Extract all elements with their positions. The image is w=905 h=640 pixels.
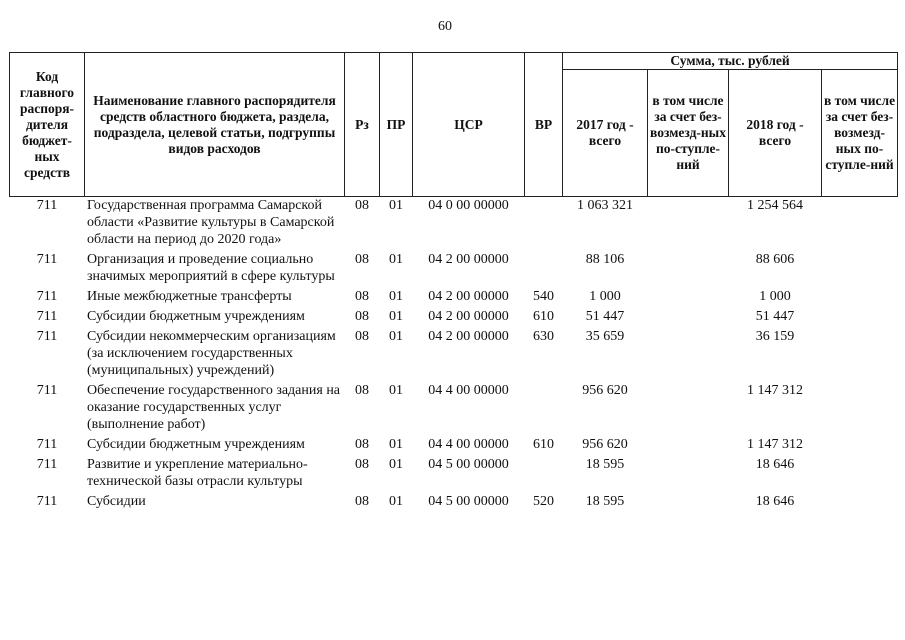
header-rz: Рз (345, 53, 380, 197)
row-2018-free (822, 308, 898, 328)
page-number: 60 (438, 19, 452, 34)
row-2017-total: 1 063 321 (577, 198, 633, 213)
row-2018-free (822, 493, 898, 513)
table-row (10, 328, 898, 382)
table-row (10, 288, 898, 308)
row-2018-total: 51 447 (755, 309, 795, 324)
header-2018-free: в том числе за счет без-возмезд-ных по-ступле-ний (822, 70, 898, 197)
row-2018-total: 36 159 (755, 329, 795, 344)
row-csr: 04 2 00 00000 (428, 289, 509, 304)
row-vr: 610 (533, 309, 554, 324)
row-pr: 01 (389, 437, 403, 452)
row-rz: 08 (355, 437, 369, 452)
row-2018-total: 18 646 (755, 494, 795, 509)
row-vr (525, 251, 563, 288)
budget-table (9, 52, 898, 513)
row-code: 711 (36, 494, 58, 509)
row-vr (525, 197, 563, 252)
row-2018-free (822, 197, 898, 252)
row-csr: 04 5 00 00000 (428, 457, 509, 472)
row-name: Субсидии некоммерческим организациям (за исключением государственных (муниципальных) учреждений) (87, 329, 336, 378)
table-header (10, 53, 898, 197)
table-row (10, 308, 898, 328)
table-row (10, 382, 898, 436)
row-2017-total: 51 447 (585, 309, 625, 324)
row-rz: 08 (355, 198, 369, 213)
table-row (10, 456, 898, 493)
row-pr: 01 (389, 289, 403, 304)
row-2017-free (648, 251, 729, 288)
row-2017-free (648, 328, 729, 382)
row-2017-free (648, 456, 729, 493)
header-2017-total: 2017 год - всего (563, 70, 648, 197)
table-row (10, 197, 898, 252)
row-vr: 610 (533, 437, 554, 452)
row-csr: 04 2 00 00000 (428, 309, 509, 324)
row-vr: 540 (533, 289, 554, 304)
row-pr: 01 (389, 457, 403, 472)
row-csr: 04 4 00 00000 (428, 437, 509, 452)
row-code: 711 (36, 309, 58, 324)
row-2017-free (648, 197, 729, 252)
row-csr: 04 0 00 00000 (428, 198, 509, 213)
row-name: Субсидии бюджетным учреждениям (87, 309, 305, 324)
row-name: Организация и проведение социально значимых мероприятий в сфере культуры (87, 252, 335, 284)
row-name: Иные межбюджетные трансферты (87, 289, 292, 304)
header-pr: ПР (380, 53, 413, 197)
row-2017-total: 18 595 (585, 457, 625, 472)
row-code: 711 (36, 437, 58, 452)
row-2018-total: 18 646 (755, 457, 795, 472)
row-rz: 08 (355, 289, 369, 304)
row-2017-free (648, 308, 729, 328)
header-name: Наименование главного распорядителя средств областного бюджета, раздела, подраздела, целевой статьи, подгруппы видов расходов (85, 53, 345, 197)
row-code: 711 (36, 198, 58, 213)
table-row (10, 251, 898, 288)
table-row (10, 493, 898, 513)
row-name: Субсидии бюджетным учреждениям (87, 437, 305, 452)
row-2017-total: 956 620 (582, 383, 628, 398)
row-csr: 04 2 00 00000 (428, 252, 509, 267)
row-2017-total: 88 106 (585, 252, 625, 267)
row-2018-free (822, 436, 898, 456)
row-2018-free (822, 288, 898, 308)
row-2017-free (648, 288, 729, 308)
row-2017-total: 1 000 (589, 289, 621, 304)
row-name: Государственная программа Самарской области «Развитие культуры в Самарской области на период до 2020 года» (87, 198, 335, 247)
header-sum-group: Сумма, тыс. рублей (563, 53, 898, 70)
row-pr: 01 (389, 383, 403, 398)
row-2017-total: 18 595 (585, 494, 625, 509)
header-vr: ВР (525, 53, 563, 197)
table-row (10, 436, 898, 456)
row-csr: 04 4 00 00000 (428, 383, 509, 398)
header-2018-total: 2018 год - всего (729, 70, 822, 197)
row-2018-total: 88 606 (755, 252, 795, 267)
row-2017-total: 956 620 (582, 437, 628, 452)
header-csr: ЦСР (413, 53, 525, 197)
row-2018-total: 1 147 312 (747, 383, 803, 398)
row-2018-total: 1 000 (759, 289, 791, 304)
header-code: Код главного распоря-дителя бюджет-ных средств (10, 53, 85, 197)
row-code: 711 (36, 252, 58, 267)
row-vr (525, 456, 563, 493)
row-name: Обеспечение государственного задания на оказание государственных услуг (выполнение работ) (87, 383, 341, 432)
row-code: 711 (36, 289, 58, 304)
row-pr: 01 (389, 198, 403, 213)
row-2018-free (822, 382, 898, 436)
row-rz: 08 (355, 309, 369, 324)
table-body (10, 197, 898, 514)
row-csr: 04 2 00 00000 (428, 329, 509, 344)
row-code: 711 (36, 329, 58, 344)
row-name: Развитие и укрепление материально-технической базы отрасли культуры (87, 457, 308, 489)
row-2018-free (822, 251, 898, 288)
row-rz: 08 (355, 457, 369, 472)
row-2018-total: 1 254 564 (747, 198, 803, 213)
row-name: Субсидии (87, 494, 146, 509)
row-2017-free (648, 493, 729, 513)
row-rz: 08 (355, 494, 369, 509)
row-pr: 01 (389, 329, 403, 344)
row-2017-total: 35 659 (585, 329, 625, 344)
row-code: 711 (36, 457, 58, 472)
row-rz: 08 (355, 252, 369, 267)
row-pr: 01 (389, 252, 403, 267)
row-vr: 630 (533, 329, 554, 344)
row-2018-total: 1 147 312 (747, 437, 803, 452)
row-vr (525, 382, 563, 436)
row-pr: 01 (389, 309, 403, 324)
row-rz: 08 (355, 383, 369, 398)
row-rz: 08 (355, 329, 369, 344)
row-pr: 01 (389, 494, 403, 509)
row-2017-free (648, 436, 729, 456)
header-2017-free: в том числе за счет без-возмезд-ных по-ступле-ний (648, 70, 729, 197)
row-code: 711 (36, 383, 58, 398)
row-vr: 520 (533, 494, 554, 509)
row-csr: 04 5 00 00000 (428, 494, 509, 509)
row-2018-free (822, 456, 898, 493)
row-2017-free (648, 382, 729, 436)
row-2018-free (822, 328, 898, 382)
